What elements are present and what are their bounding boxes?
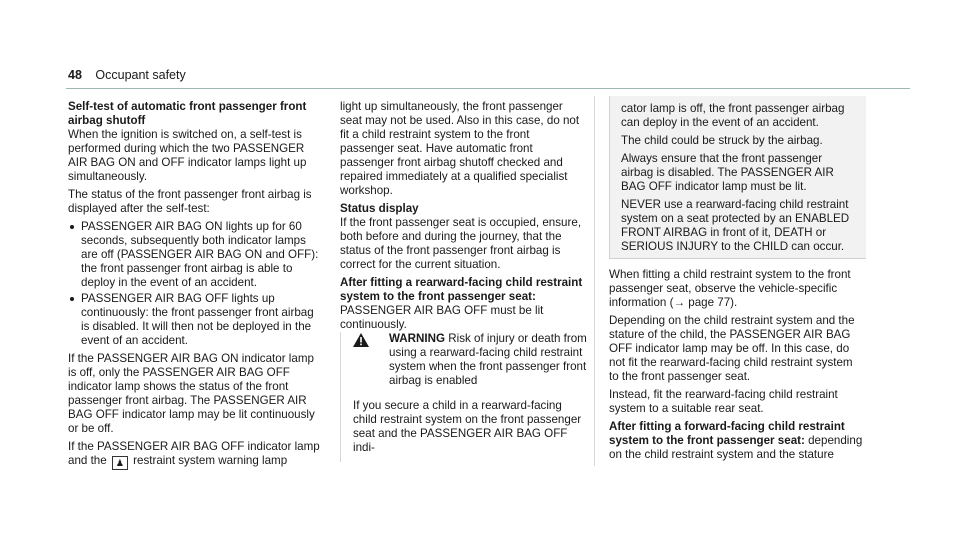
paragraph: When the ignition is switched on, a self-test is performed during which the two PASSENGER AIR BAG ON and OFF indicator lamps light up simultaneously.	[68, 128, 307, 183]
header-rule	[66, 88, 910, 89]
rearward-fitting-heading: After fitting a rearward-facing child restraint system to the front passenger seat:	[340, 276, 583, 303]
warning-triangle-icon	[353, 333, 369, 347]
paragraph: After fitting a forward-facing child restraint system to the front passenger seat: depending on the child restraint system and the stature	[609, 420, 863, 461]
warning-header	[353, 332, 585, 390]
paragraph: Depending on the child restraint system and the stature of the child, the PASSENGER AIR BAG OFF indicator lamp may be off. In this case, do not fit the rearward-facing child restraint system to the front passenger seat.	[609, 314, 855, 383]
section-title: Occupant safety	[95, 68, 186, 82]
paragraph: If the PASSENGER AIR BAG OFF indicator lamp and the ♟ restraint system warning lamp	[68, 440, 320, 468]
column-2	[340, 100, 586, 336]
page-header	[68, 68, 186, 82]
warning-title: WARNING Risk of injury or death from using a rearward-facing child restraint system when the front passenger front airbag is enabled	[389, 332, 587, 387]
forward-fitting-heading: After fitting a forward-facing child restraint system to the front passenger seat:	[609, 420, 845, 447]
seat-restraint-icon: ♟	[112, 456, 128, 470]
paragraph: When fitting a child restraint system to the front passenger seat, observe the vehicle-specific information (→ page 77).	[609, 268, 851, 309]
warning-body: If you secure a child in a rearward-facing child restraint system on the front passenger seat and the PASSENGER AIR BAG OFF indi-	[353, 399, 582, 454]
status-list	[68, 220, 320, 348]
status-display-heading: Status display	[340, 202, 419, 215]
paragraph: Instead, fit the rearward-facing child restraint system to a suitable rear seat.	[609, 388, 838, 415]
paragraph: The status of the front passenger front airbag is displayed after the self-test:	[68, 188, 312, 215]
paragraph: light up simultaneously, the front passenger seat may not be used. Also in this case, do not fit a child restraint system to the front passenger seat. Have automatic front passenger front airbag shutoff checked and repaired immediately at a qualified specialist workshop.	[340, 100, 580, 197]
warning-notice	[340, 332, 586, 462]
paragraph: The child could be struck by the airbag.	[621, 134, 823, 147]
paragraph: Always ensure that the front passenger airbag is disabled. The PASSENGER AIR BAG OFF indicator lamp must be lit.	[621, 152, 834, 193]
cross-reference-arrow-icon: →	[673, 296, 686, 309]
paragraph: cator lamp is off, the front passenger airbag can deploy in the event of an accident.	[621, 102, 845, 129]
page-reference-link[interactable]: page 77).	[688, 296, 738, 309]
column-1	[68, 100, 320, 474]
warning-continuation-box	[609, 96, 866, 259]
self-test-heading: Self-test of automatic front passenger front airbag shutoff	[68, 100, 307, 127]
list-item: PASSENGER AIR BAG ON lights up for 60 seconds, subsequently both indicator lamps are off (PASSENGER AIR BAG ON and OFF): the front passenger front airbag is able to deploy in the event of an accident.	[68, 220, 320, 290]
paragraph: If the front passenger seat is occupied, ensure, both before and during the journey, that the status of the front passenger front airbag is correct for the current situation.	[340, 216, 582, 271]
column-3	[609, 268, 865, 466]
page-number: 48	[68, 68, 82, 82]
paragraph: NEVER use a rearward-facing child restraint system on a seat protected by an ENABLED FRONT AIRBAG in front of it, DEATH or SERIOUS INJURY to the CHILD can occur.	[621, 198, 850, 253]
paragraph: If the PASSENGER AIR BAG ON indicator lamp is off, only the PASSENGER AIR BAG OFF indicator lamp shows the status of the front passenger front airbag. The PASSENGER AIR BAG OFF indicator lamp may be lit continuously or be off.	[68, 352, 315, 435]
column-divider	[594, 96, 595, 466]
list-item: PASSENGER AIR BAG OFF lights up continuously: the front passenger front airbag is disabled. It will then not be deployed in the event of an accident.	[68, 292, 320, 348]
paragraph: PASSENGER AIR BAG OFF must be lit continuously.	[340, 304, 544, 331]
warning-label: WARNING	[389, 332, 446, 345]
